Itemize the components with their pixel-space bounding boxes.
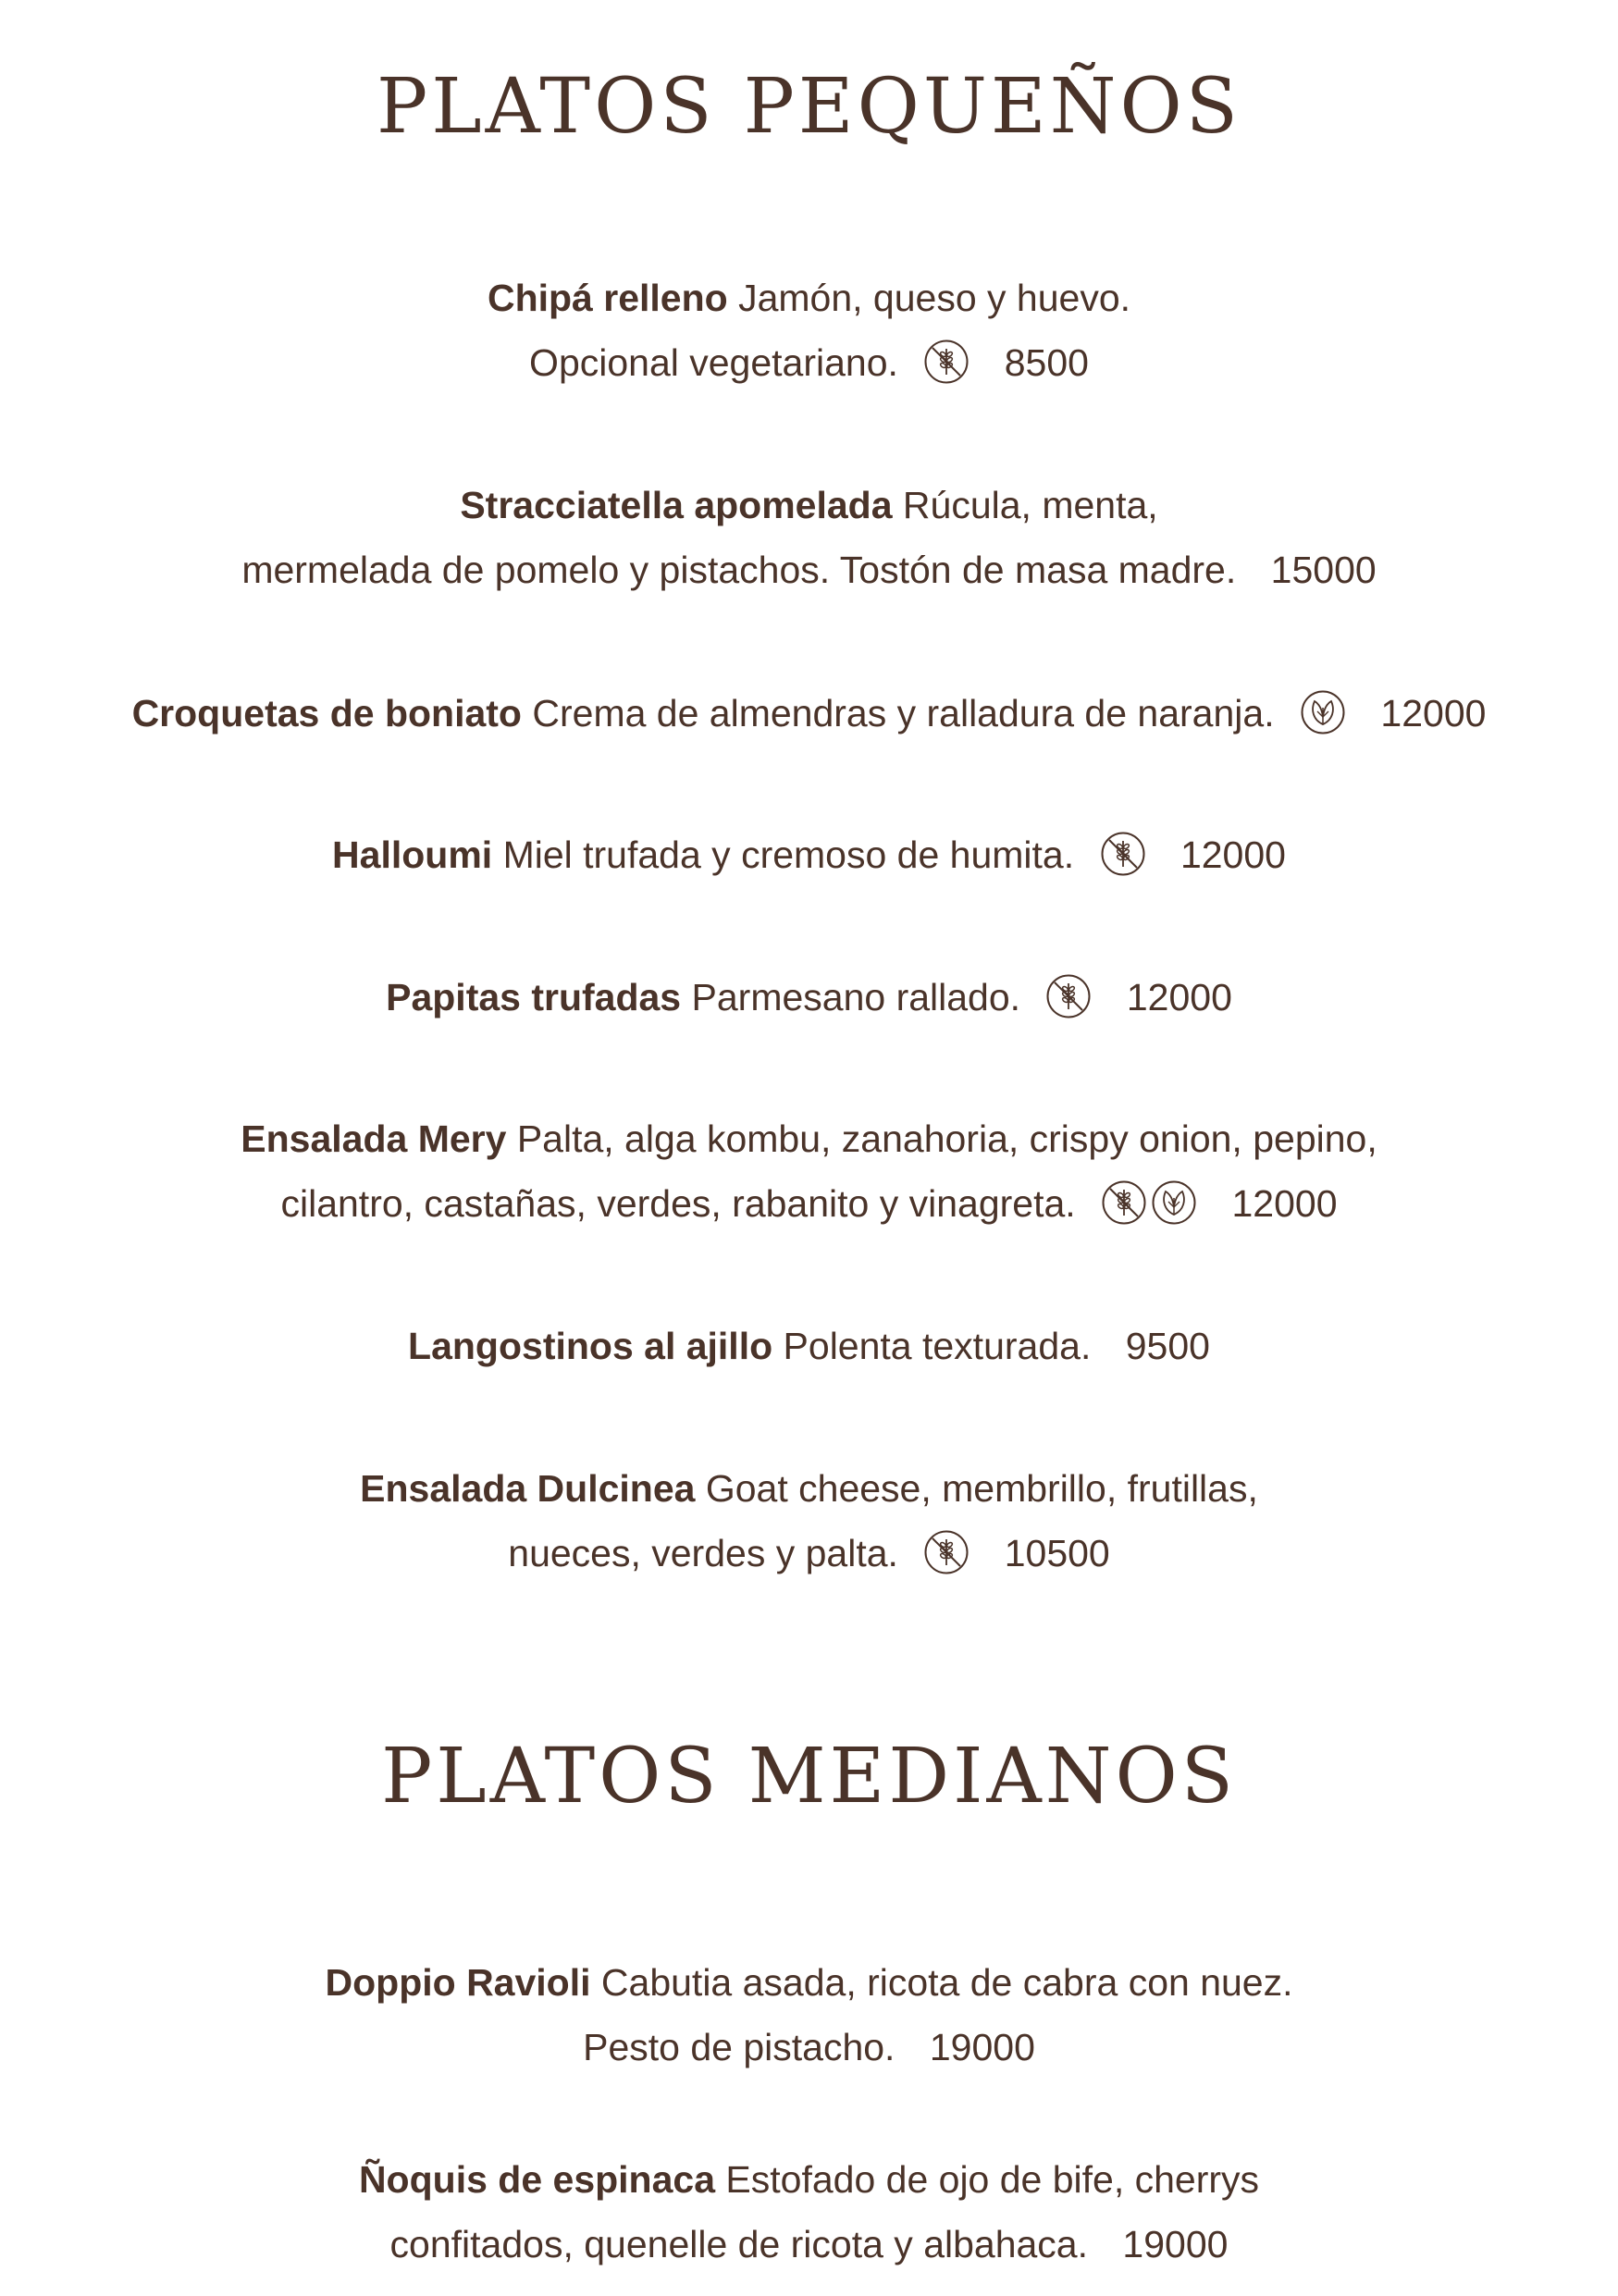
menu-item-line xyxy=(0,965,1618,1030)
menu-item-price: 12000 xyxy=(1380,692,1487,734)
menu-item-line xyxy=(0,2212,1618,2277)
menu-item-name: Chipá relleno xyxy=(487,277,728,319)
menu-item-price: 8500 xyxy=(1004,341,1089,384)
menu-item-line xyxy=(0,330,1618,395)
menu-item-line xyxy=(0,1171,1618,1236)
menu-item-name: Papitas trufadas xyxy=(386,976,682,1018)
menu-item-price: 19000 xyxy=(1122,2223,1229,2265)
menu-item-chipa-relleno xyxy=(0,265,1618,395)
menu-item-description: confitados, quenelle de ricota y albahaca. xyxy=(389,2223,1089,2265)
menu-item-name: Croquetas de boniato xyxy=(131,692,522,734)
menu-item-line xyxy=(0,2147,1618,2212)
menu-item-name: Ensalada Mery xyxy=(241,1117,507,1160)
menu-item-description: Palta, alga kombu, zanahoria, crispy onion, pepino, xyxy=(516,1117,1377,1160)
menu-item-description: nueces, verdes y palta. xyxy=(508,1532,898,1574)
menu-item-line xyxy=(0,473,1618,537)
menu-item-halloumi xyxy=(0,822,1618,887)
menu-item-line xyxy=(0,1950,1618,2015)
menu-item-name: Langostinos al ajillo xyxy=(408,1325,773,1367)
menu-item-price: 12000 xyxy=(1231,1182,1338,1225)
menu-item-papitas-trufadas xyxy=(0,965,1618,1030)
menu-item-line xyxy=(0,265,1618,330)
menu-item-name: Ensalada Dulcinea xyxy=(360,1467,696,1510)
menu-item-name: Halloumi xyxy=(332,833,493,876)
menu-item-description: Parmesano rallado. xyxy=(691,976,1021,1018)
menu-item-price: 19000 xyxy=(929,2026,1035,2068)
menu-item-line xyxy=(0,1314,1618,1378)
menu-item-line xyxy=(0,822,1618,887)
menu-item-description: Goat cheese, membrillo, frutillas, xyxy=(705,1467,1258,1510)
menu-item-description: mermelada de pomelo y pistachos. Tostón de masa madre. xyxy=(241,549,1237,591)
menu-item-stracciatella-apomelada xyxy=(0,473,1618,602)
gluten-free-icon xyxy=(923,1529,970,1575)
menu-item-description: Cabutia asada, ricota de cabra con nuez. xyxy=(600,1961,1293,2004)
menu-item-line xyxy=(0,1456,1618,1521)
menu-item-line xyxy=(0,1521,1618,1586)
menu-item-price: 15000 xyxy=(1270,549,1377,591)
menu-item-langostinos-al-ajillo xyxy=(0,1314,1618,1378)
menu-item-doppio-ravioli xyxy=(0,1950,1618,2080)
vegan-icon xyxy=(1300,689,1346,735)
menu-item-line xyxy=(0,2015,1618,2080)
menu-item-noquis-de-espinaca xyxy=(0,2147,1618,2277)
menu-item-price: 9500 xyxy=(1125,1325,1210,1367)
gluten-free-icon xyxy=(923,339,970,385)
menu-item-name: Stracciatella apomelada xyxy=(460,484,893,526)
menu-item-price: 10500 xyxy=(1004,1532,1110,1574)
menu-item-description: Crema de almendras y ralladura de naranja. xyxy=(532,692,1275,734)
gluten-free-icon xyxy=(1100,831,1146,877)
menu-item-name: Doppio Ravioli xyxy=(325,1961,591,2004)
menu-item-description: Opcional vegetariano. xyxy=(529,341,898,384)
menu-item-description: Rúcula, menta, xyxy=(902,484,1158,526)
menu-item-ensalada-mery xyxy=(0,1106,1618,1236)
menu-item-description: cilantro, castañas, verdes, rabanito y vinagreta. xyxy=(280,1182,1076,1225)
section-title-platos-medianos: PLATOS MEDIANOS xyxy=(381,1733,1237,1821)
menu-item-description: Polenta texturada. xyxy=(783,1325,1092,1367)
menu-item-description: Pesto de pistacho. xyxy=(583,2026,895,2068)
menu-item-croquetas-de-boniato xyxy=(0,681,1618,746)
menu-item-line xyxy=(0,1106,1618,1171)
menu-item-line xyxy=(0,681,1618,746)
vegan-icon xyxy=(1151,1179,1197,1226)
section-title-platos-pequenos: PLATOS PEQUEÑOS xyxy=(377,63,1241,151)
menu-item-description: Estofado de ojo de bife, cherrys xyxy=(725,2158,1260,2201)
menu-item-description: Miel trufada y cremoso de humita. xyxy=(502,833,1075,876)
menu-item-ensalada-dulcinea xyxy=(0,1456,1618,1586)
menu-item-name: Ñoquis de espinaca xyxy=(358,2158,716,2201)
menu-item-line xyxy=(0,537,1618,602)
gluten-free-icon xyxy=(1045,973,1092,1019)
gluten-free-icon xyxy=(1101,1179,1147,1226)
menu-item-price: 12000 xyxy=(1126,976,1232,1018)
menu-item-price: 12000 xyxy=(1180,833,1286,876)
menu-item-description: Jamón, queso y huevo. xyxy=(738,277,1131,319)
